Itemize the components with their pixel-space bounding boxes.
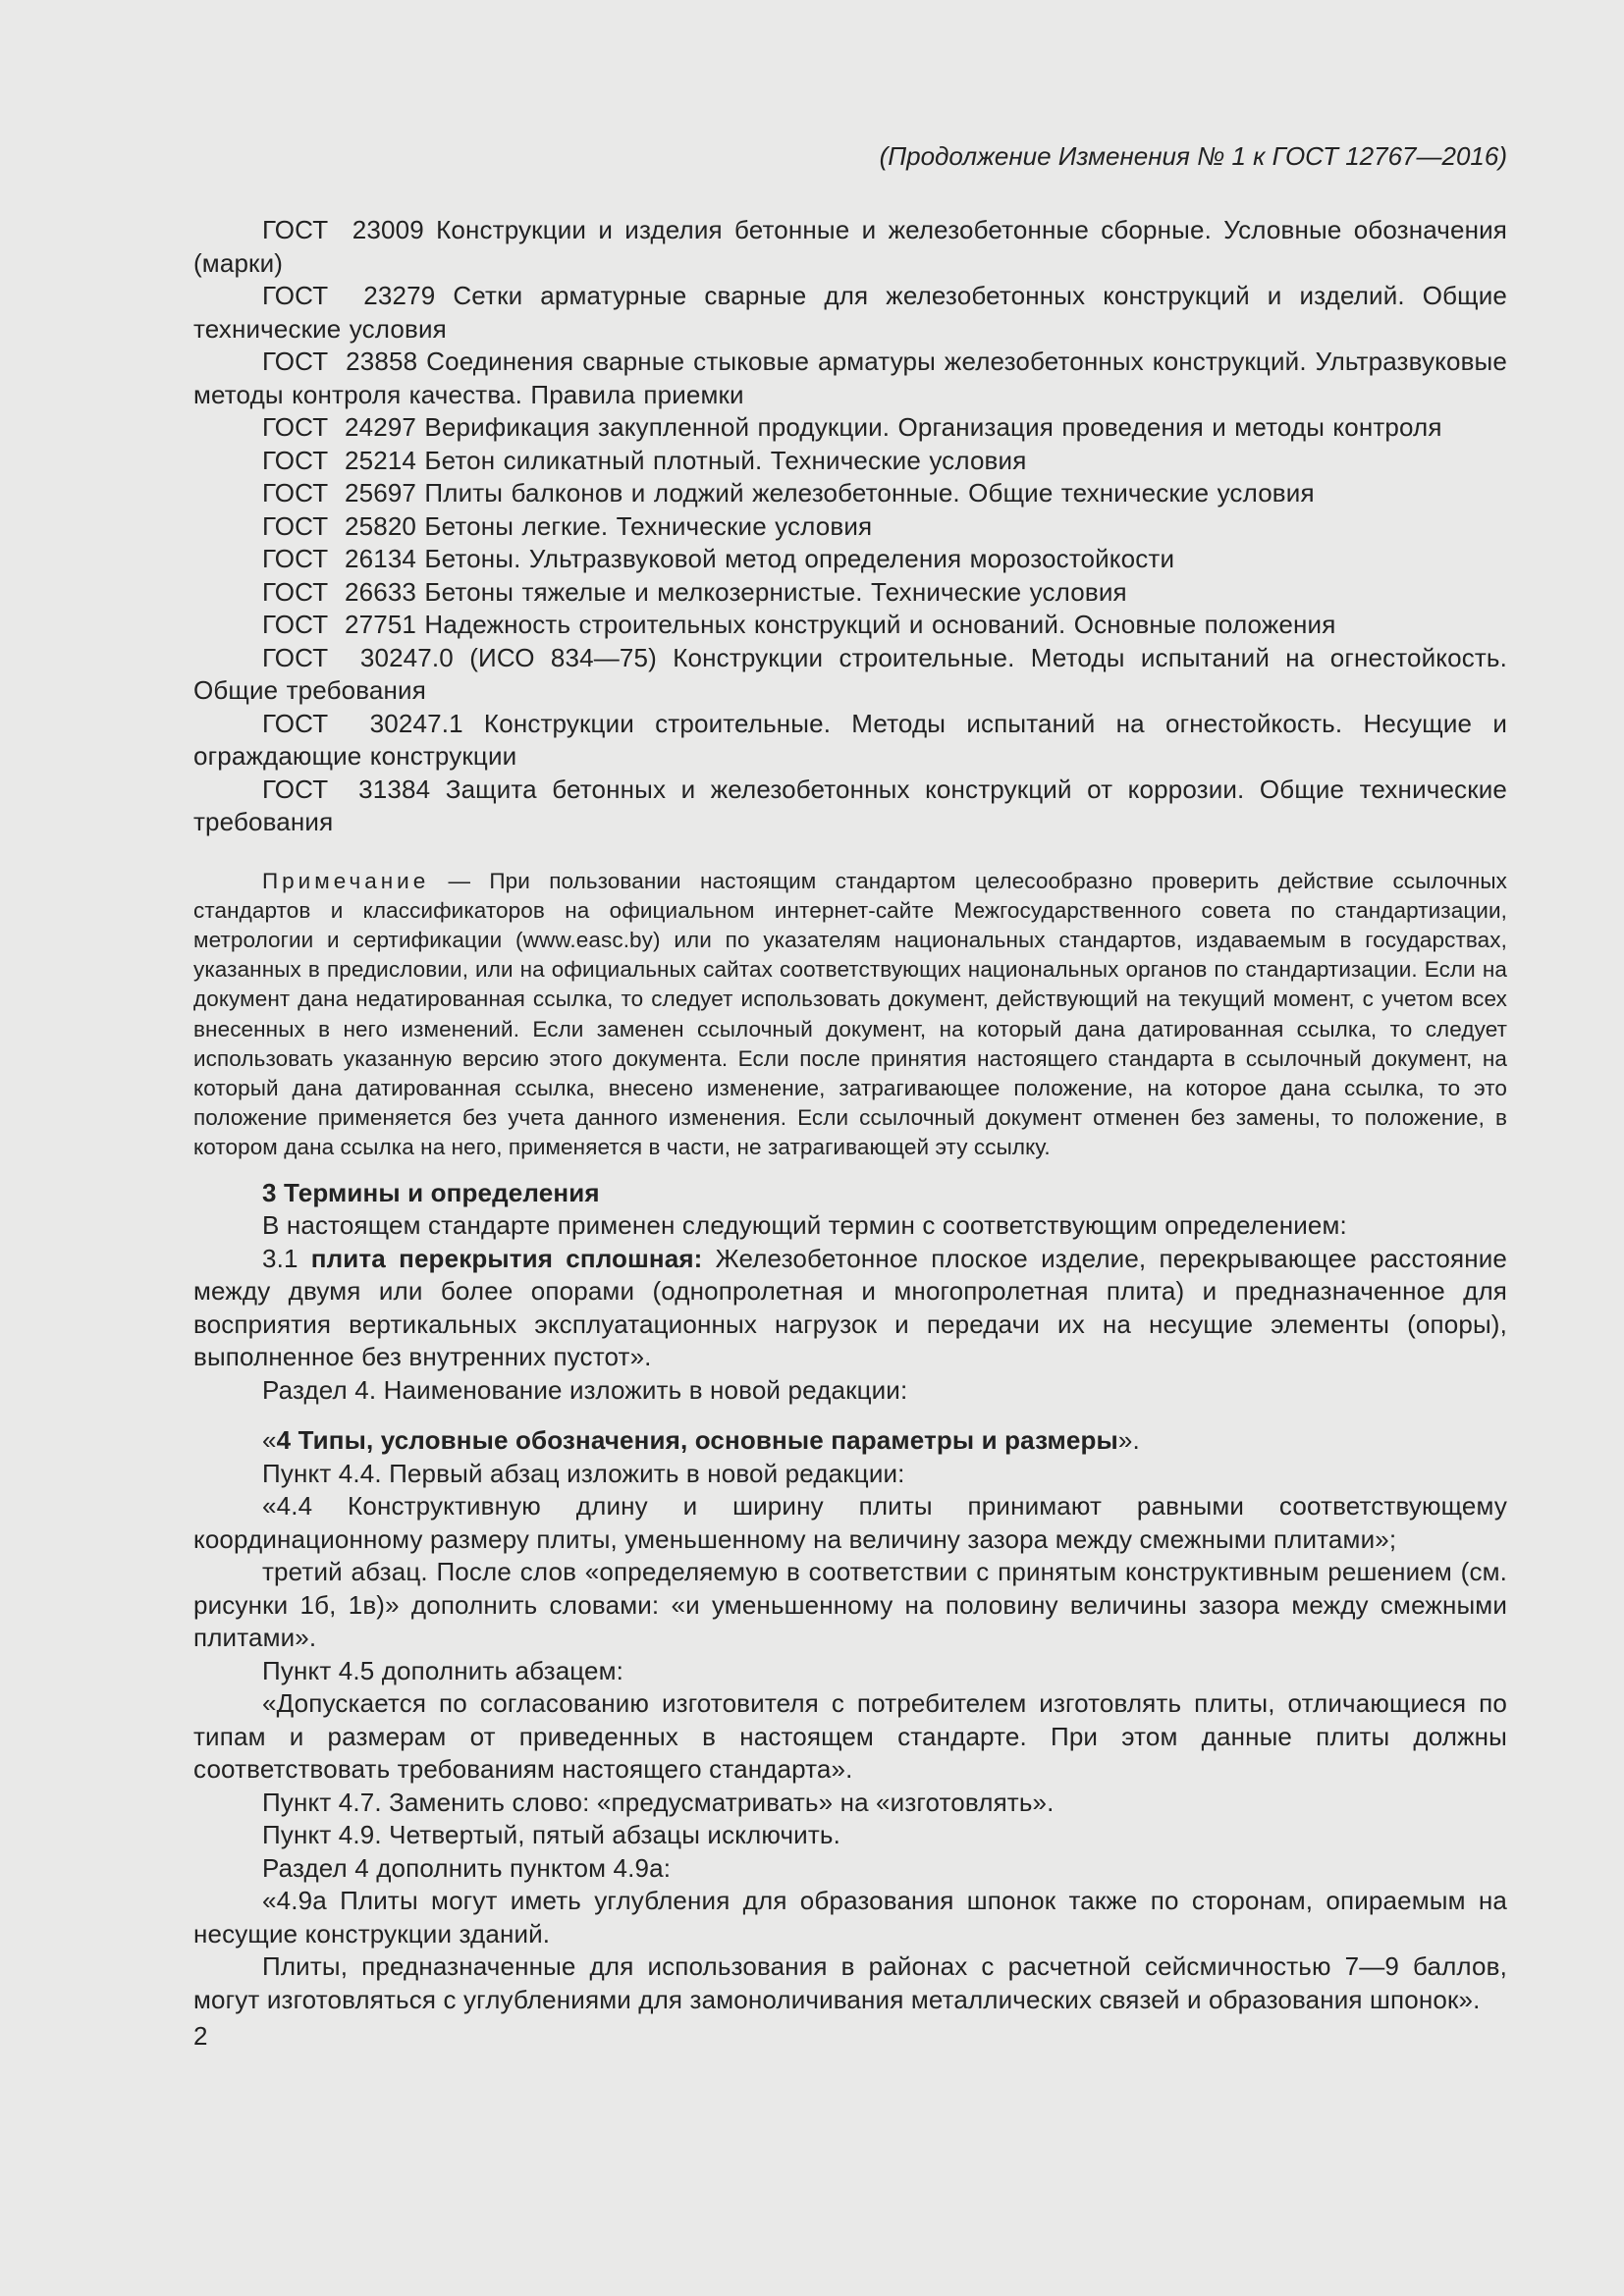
paragraph: «4.4 Конструктивную длину и ширину плиты принимают равными соответствующему координационному размеру плиты, уменьшенному на величину зазора между смежными плитами»; [193,1491,1507,1554]
document-page [193,139,1507,2054]
standard-code: ГОСТ 26633 [262,576,417,607]
paragraph: Пункт 4.9. Четвертый, пятый абзацы исключить. [262,1820,840,1850]
paragraph: Плиты, предназначенные для использования в районах с расчетной сейсмичностью 7—9 баллов, могут изготовляться с углублениями для замоноличивания металлических связей и образования шпонок». [193,1951,1507,2014]
paragraph: Пункт 4.4. Первый абзац изложить в новой редакции: [262,1458,905,1488]
term-name: плита перекрытия сплошная: [310,1243,703,1273]
standard-title: Бетоны. Ультразвуковой метод определения морозостойкости [424,544,1175,573]
standard-code: ГОСТ 27751 [262,610,417,639]
standard-title: Сетки арматурные сварные для железобетонных конструкций и изделий. Общие технические условия [193,281,1507,344]
standard-entry [193,411,1507,445]
standard-title: Надежность строительных конструкций и оснований. Основные положения [424,610,1336,639]
standard-title: Бетоны легкие. Технические условия [424,510,873,541]
standard-entry [193,346,1507,411]
standard-entry [193,280,1507,346]
standard-code: ГОСТ 23858 [262,347,418,376]
page-number: 2 [193,2021,208,2052]
standard-title: Конструкции и изделия бетонные и железобетонные сборные. Условные обозначения (марки) [193,215,1507,278]
section-3 [193,1177,1507,1408]
standard-code: ГОСТ 23009 [262,215,424,244]
paragraph: Пункт 4.7. Заменить слово: «предусматривать» на «изготовлять». [262,1787,1055,1817]
standard-code: ГОСТ 31384 [262,774,431,804]
standard-entry [193,576,1507,610]
standard-code: ГОСТ 25697 [262,478,417,507]
paragraph: «Допускается по согласованию изготовителя с потребителем изготовлять плиты, отличающиеся по типам и размерам от приведенных в настоящем стандарте. При этом данные плиты должны соответствовать требованиям настоящего стандарта». [193,1688,1507,1785]
section-3-intro: В настоящем стандарте применен следующий термин с соответствующим определением: [262,1210,1347,1241]
paragraph: третий абзац. После слов «определяемую в соответствии с принятым конструктивным решением (см. рисунки 1б, 1в)» дополнить словами: «и уменьшенному на половину величины зазора между смежными плитами». [193,1557,1507,1653]
note-text: — При пользовании настоящим стандартом целесообразно проверить действие ссылочных стандартов и классификаторов на официальном интернет-сайте Межгосударственного совета по стандартизации, метрологии и сертификации (www.easc.by) или по указателям национальных стандартов, издаваемым в государствах, указанных в предисловии, или на официальных сайтах соответствующих национальных органов по стандартизации. Если на документ дана недатированная ссылка, то следует использовать документ, действующий на текущий момент, с учетом всех внесенных в него изменений. Если заменен ссылочный документ, на который дана датированная ссылка, то следует использовать указанную версию этого документа. Если после принятия настоящего стандарта в ссылочный документ, на который дана датированная ссылка, внесено изменение, затрагивающее положение, на которое дана ссылка, то это положение применяется без учета данного изменения. Если ссылочный документ отменен без замены, то положение, в котором дана ссылка на него, применяется в части, не затрагивающей эту ссылку. [193,868,1507,1160]
close-quote: ». [1117,1425,1140,1456]
standard-entry [193,543,1507,576]
term-definition-text: Железобетонное плоское изделие, перекрывающее расстояние между двумя или более опорами (однопролетная и многопролетная плита) и предназначенное для восприятия вертикальных эксплуатационных нагрузок и передачи их на несущие элементы (опоры), выполненное без внутренних пустот». [193,1243,1507,1372]
standard-title: (ИСО 834—75) Конструкции строительные. Методы испытаний на огнестойкость. Общие требования [193,642,1507,705]
section-3-heading: 3 Термины и определения [262,1177,600,1207]
standard-entry [193,708,1507,774]
term-number: 3.1 [262,1243,311,1273]
page-header: (Продолжение Изменения № 1 к ГОСТ 12767—2016) [879,141,1507,171]
note-block [193,867,1507,1163]
standard-entry [193,510,1507,544]
standards-list [193,214,1507,839]
standard-title: Бетоны тяжелые и мелкозернистые. Технические условия [424,576,1127,607]
section-4-heading [193,1424,1507,1458]
term-definition [193,1243,1507,1374]
standard-code: ГОСТ 30247.1 [262,708,463,738]
standard-entry [193,445,1507,478]
standard-code: ГОСТ 23279 [262,281,436,310]
standard-entry [193,609,1507,642]
standard-code: ГОСТ 30247.0 [262,642,454,672]
standard-code: ГОСТ 25214 [262,445,417,475]
standard-entry [193,642,1507,708]
standard-code: ГОСТ 25820 [262,510,417,541]
section-4 [193,1424,1507,2016]
standard-title: Соединения сварные стыковые арматуры железобетонных конструкций. Ультразвуковые методы контроля качества. Правила приемки [193,347,1507,409]
standard-entry [193,214,1507,280]
standard-title: Верификация закупленной продукции. Организация проведения и методы контроля [424,412,1442,442]
standard-code: ГОСТ 26134 [262,544,417,573]
section-4-title: 4 Типы, условные обозначения, основные параметры и размеры [276,1425,1118,1456]
paragraph: Пункт 4.5 дополнить абзацем: [262,1655,624,1685]
standard-title: Конструкции строительные. Методы испытаний на огнестойкость. Несущие и ограждающие конструкции [193,708,1508,771]
note-paragraph [193,867,1507,1163]
standard-entry [193,774,1507,839]
standard-title: Защита бетонных и железобетонных конструкций от коррозии. Общие технические требования [193,774,1508,836]
paragraph: «4.9а Плиты могут иметь углубления для образования шпонок также по сторонам, опираемым на несущие конструкции зданий. [193,1886,1507,1949]
standard-title: Бетон силикатный плотный. Технические условия [424,445,1027,475]
open-quote: « [262,1425,277,1456]
note-label: Примечание [262,868,430,893]
standard-title: Плиты балконов и лоджий железобетонные. Общие технические условия [424,478,1315,507]
paragraph: Раздел 4 дополнить пунктом 4.9а: [262,1852,672,1883]
standard-entry [193,477,1507,510]
section-4-intro: Раздел 4. Наименование изложить в новой редакции: [262,1374,908,1405]
standard-code: ГОСТ 24297 [262,412,417,442]
